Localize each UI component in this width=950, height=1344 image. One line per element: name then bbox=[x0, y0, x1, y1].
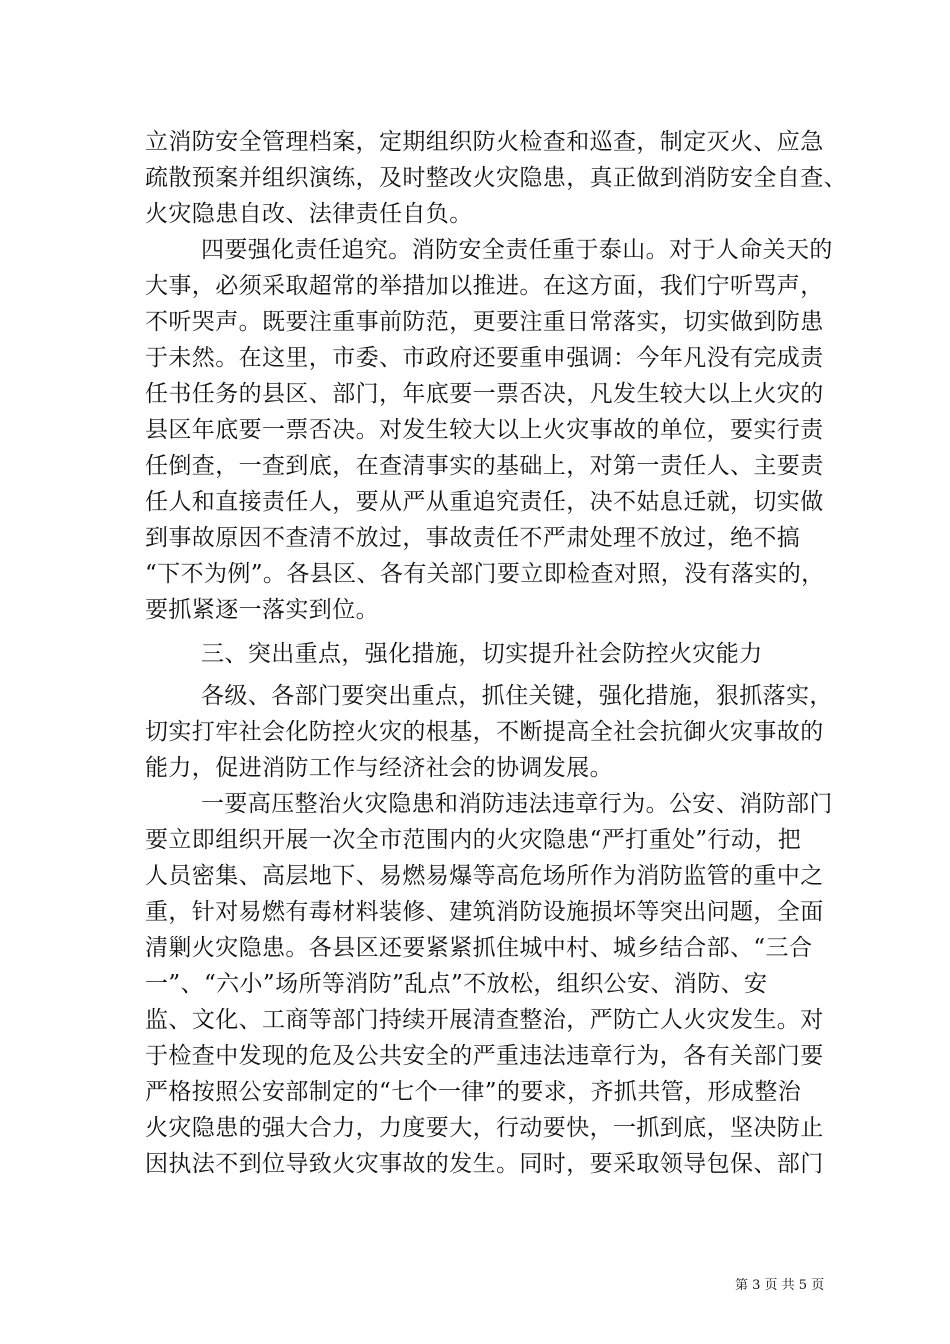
body-line-19: 一要高压整治火灾隐患和消防违法违章行为。公安、消防部门 bbox=[201, 791, 833, 817]
body-line-18: 能力，促进消防工作与经济社会的协调发展。 bbox=[145, 755, 613, 781]
section-heading: 三、突出重点，强化措施，切实提升社会防控火灾能力 bbox=[201, 641, 763, 667]
body-line-10: 任倒查，一查到底，在查清事实的基础上，对第一责任人、主要责 bbox=[145, 453, 824, 479]
body-line-8: 任书任务的县区、部门，年底要一票否决，凡发生较大以上火灾的 bbox=[145, 381, 824, 407]
body-line-16: 各级、各部门要突出重点，抓住关键，强化措施，狠抓落实， bbox=[201, 683, 833, 709]
body-line-2: 疏散预案并组织演练，及时整改火灾隐患，真正做到消防安全自查、 bbox=[145, 165, 847, 191]
body-line-28: 火灾隐患的强大合力，力度要大，行动要快，一抓到底，坚决防止 bbox=[145, 1115, 824, 1141]
body-line-13: “下不为例”。各县区、各有关部门要立即检查对照，没有落实的， bbox=[145, 561, 825, 587]
body-line-22: 重，针对易燃有毒材料装修、建筑消防设施损坏等突出问题，全面 bbox=[145, 899, 824, 925]
body-line-26: 于检查中发现的危及公共安全的严重违法违章行为，各有关部门要 bbox=[145, 1043, 824, 1069]
body-line-29: 因执法不到位导致火灾事故的发生。同时，要采取领导包保、部门 bbox=[145, 1151, 824, 1177]
body-line-6: 不听哭声。既要注重事前防范，更要注重日常落实，切实做到防患 bbox=[145, 309, 824, 335]
body-line-25: 监、文化、工商等部门持续开展清查整治，严防亡人火灾发生。对 bbox=[145, 1007, 824, 1033]
body-line-11: 任人和直接责任人，要从严从重追究责任，决不姑息迁就，切实做 bbox=[145, 489, 824, 515]
body-line-27: 严格按照公安部制定的“七个一律”的要求，齐抓共管，形成整治 bbox=[145, 1079, 802, 1105]
page-number-footer: 第 3 页 共 5 页 bbox=[735, 1278, 825, 1293]
body-line-9: 县区年底要一票否决。对发生较大以上火灾事故的单位，要实行责 bbox=[145, 417, 824, 443]
body-line-14: 要抓紧逐一落实到位。 bbox=[145, 597, 379, 623]
body-line-1: 立消防安全管理档案，定期组织防火检查和巡查，制定灭火、应急 bbox=[145, 129, 824, 155]
body-line-3: 火灾隐患自改、法律责任自负。 bbox=[145, 201, 473, 227]
body-line-20: 要立即组织开展一次全市范围内的火灾隐患“严打重处”行动，把 bbox=[145, 827, 802, 853]
body-line-5: 大事，必须采取超常的举措加以推进。在这方面，我们宁听骂声， bbox=[145, 273, 824, 299]
body-line-21: 人员密集、高层地下、易燃易爆等高危场所作为消防监管的重中之 bbox=[145, 863, 824, 889]
body-line-12: 到事故原因不查清不放过，事故责任不严肃处理不放过，绝不搞 bbox=[145, 525, 801, 551]
body-line-17: 切实打牢社会化防控火灾的根基，不断提高全社会抗御火灾事故的 bbox=[145, 719, 824, 745]
body-line-4: 四要强化责任追究。消防安全责任重于泰山。对于人命关天的 bbox=[201, 237, 833, 263]
body-line-7: 于未然。在这里，市委、市政府还要重申强调：今年凡没有完成责 bbox=[145, 345, 824, 371]
body-line-24: 一”、“六小”场所等消防”乱点”不放松，组织公安、消防、安 bbox=[145, 971, 768, 997]
body-line-23: 清剿火灾隐患。各县区还要紧紧抓住城中村、城乡结合部、“三合 bbox=[145, 935, 813, 961]
